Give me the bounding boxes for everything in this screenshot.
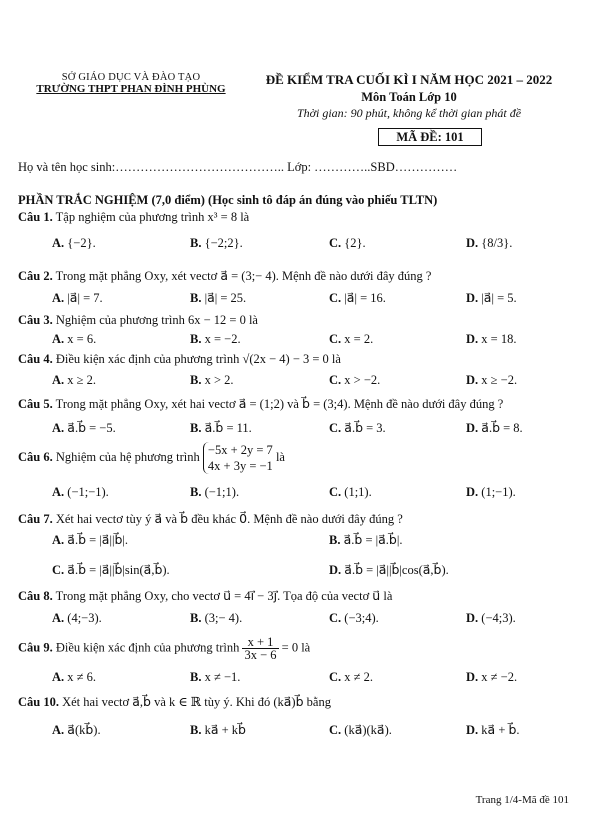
answer-b	[190, 373, 234, 388]
answer-a	[52, 332, 96, 347]
answer-c	[329, 332, 373, 347]
question-text: Điều kiện xác định của phương trình	[55, 640, 240, 655]
answer-letter: C.	[329, 611, 345, 625]
answer-letter: B.	[190, 485, 205, 499]
exam-time: Thời gian: 90 phút, không kể thời gian phát đề	[296, 106, 522, 120]
system-eq-1: −5x + 2y = 7	[207, 443, 273, 457]
answer-letter: C.	[329, 670, 345, 684]
answer-letter: D.	[466, 723, 482, 737]
header-left	[18, 72, 244, 95]
answer-letter: D.	[466, 236, 482, 250]
answer-text: |a⃗| = 7.	[67, 291, 103, 305]
answer-letter: D.	[466, 421, 482, 435]
system-eq-2: 4x + 3y = −1	[207, 459, 273, 473]
answer-text: a⃗.b⃗ = −5.	[67, 421, 116, 435]
answer-text: x > 2.	[204, 373, 234, 387]
answer-c	[329, 611, 379, 626]
equation-system	[203, 442, 273, 474]
answer-text: (3;− 4).	[204, 611, 243, 625]
answer-text: |a⃗| = 16.	[344, 291, 386, 305]
answer-letter: C.	[329, 723, 345, 737]
answer-letter: A.	[52, 373, 68, 387]
answer-a	[52, 485, 109, 500]
question-text: Trong mặt phẳng Oxy, xét vectơ a⃗ = (3;− 4). Mệnh đề nào dưới đây đúng ?	[55, 269, 432, 283]
answer-b	[190, 485, 239, 500]
answer-c	[329, 290, 386, 306]
question-10	[18, 694, 331, 710]
answer-letter: B.	[190, 611, 205, 625]
answer-c	[329, 722, 392, 738]
answer-letter: C.	[52, 563, 68, 577]
answer-text: (−1;1).	[204, 485, 240, 499]
answer-d	[466, 290, 517, 306]
answer-a	[52, 373, 96, 388]
answer-d	[466, 670, 517, 685]
answer-text: x ≥ −2.	[481, 373, 518, 387]
answer-text: a⃗.b⃗ = |a⃗||b⃗|sin(a⃗,b⃗).	[67, 563, 170, 577]
fraction	[242, 636, 278, 661]
question-text: Tập nghiệm của phương trình x³ = 8 là	[55, 210, 250, 224]
question-text: Xét hai vectơ tùy ý a⃗ và b⃗ đều khác 0⃗. Mệnh đề nào dưới đây đúng ?	[55, 512, 403, 526]
answer-letter: D.	[466, 373, 482, 387]
answer-d	[466, 722, 520, 738]
answer-a	[52, 532, 128, 548]
answer-letter: D.	[466, 670, 482, 684]
question-4	[18, 352, 341, 367]
answer-d	[466, 485, 516, 500]
subject: Môn Toán Lớp 10	[361, 90, 457, 104]
question-5	[18, 396, 503, 412]
question-9	[18, 636, 310, 661]
question-text-end: = 0 là	[281, 640, 311, 655]
page-footer: Trang 1/4-Mã đề 101	[475, 794, 569, 806]
answer-c	[52, 562, 170, 578]
answer-b	[190, 611, 242, 626]
answer-letter: C.	[329, 485, 345, 499]
answer-c	[329, 373, 380, 388]
answer-letter: A.	[52, 670, 68, 684]
answer-text: x ≠ 2.	[344, 670, 374, 684]
exam-code: MÃ ĐỀ: 101	[378, 128, 482, 146]
answer-text: a⃗.b⃗ = 8.	[481, 421, 523, 435]
answer-letter: C.	[329, 291, 345, 305]
answer-letter: A.	[52, 236, 68, 250]
answer-c	[329, 485, 372, 500]
answer-d	[466, 611, 516, 626]
question-label: Câu 1.	[18, 210, 53, 224]
answer-letter: A.	[52, 533, 68, 547]
question-label: Câu 2.	[18, 269, 53, 283]
section-title: PHẦN TRẮC NGHIỆM (7,0 điểm) (Học sinh tô đáp án đúng vào phiếu TLTN)	[18, 193, 438, 207]
question-label: Câu 10.	[18, 695, 59, 709]
answer-letter: A.	[52, 421, 68, 435]
answer-letter: D.	[466, 611, 482, 625]
answer-text: a⃗.b⃗ = |a⃗||b⃗|.	[67, 533, 129, 547]
answer-letter: D.	[466, 332, 482, 346]
question-label: Câu 5.	[18, 397, 53, 411]
answer-text: {8/3}.	[481, 236, 513, 250]
question-text: Xét hai vectơ a⃗,b⃗ và k ∈ ℝ tùy ý. Khi đó (ka⃗)b⃗ bằng	[62, 695, 331, 709]
question-text: Trong mặt phẳng Oxy, xét hai vectơ a⃗ = (1;2) và b⃗ = (3;4). Mệnh đề nào dưới đây đúng ?	[55, 397, 504, 411]
answer-b	[190, 670, 240, 685]
answer-b	[190, 722, 246, 738]
answer-text: (1;1).	[344, 485, 372, 499]
answer-text: |a⃗| = 5.	[481, 291, 517, 305]
question-label: Câu 3.	[18, 313, 53, 327]
answer-letter: B.	[190, 670, 205, 684]
answer-letter: D.	[466, 291, 482, 305]
answer-letter: B.	[190, 291, 205, 305]
answer-letter: C.	[329, 421, 345, 435]
answer-text: x ≠ −1.	[204, 670, 241, 684]
answer-letter: B.	[329, 533, 344, 547]
answer-letter: D.	[329, 563, 345, 577]
answer-letter: C.	[329, 236, 345, 250]
answer-text: (−4;3).	[481, 611, 516, 625]
question-2	[18, 268, 431, 284]
question-7	[18, 511, 403, 527]
answer-a	[52, 670, 96, 685]
answer-d	[466, 373, 517, 388]
school-name: TRƯỜNG THPT PHAN ĐÌNH PHÙNG	[36, 83, 226, 95]
answer-c	[329, 670, 373, 685]
answer-d	[329, 562, 449, 578]
answer-text: a⃗.b⃗ = 11.	[204, 421, 252, 435]
answer-letter: A.	[52, 332, 68, 346]
student-info-line: Họ và tên học sinh:………………………………….. Lớp: …………..SBD……………	[18, 160, 458, 174]
question-text: Điều kiện xác định của phương trình √(2x − 4) − 3 = 0 là	[55, 352, 341, 366]
answer-b	[190, 290, 246, 306]
answer-letter: A.	[52, 611, 68, 625]
answer-text: (−1;−1).	[67, 485, 109, 499]
question-6	[18, 442, 285, 474]
answer-c	[329, 420, 386, 436]
answer-letter: A.	[52, 485, 68, 499]
answer-b	[329, 532, 402, 548]
exam-title: ĐỀ KIỂM TRA CUỐI KÌ I NĂM HỌC 2021 – 2022	[265, 72, 553, 87]
question-label: Câu 6.	[18, 449, 53, 464]
question-text: Nghiệm của phương trình 6x − 12 = 0 là	[55, 313, 258, 327]
answer-text: x ≠ 6.	[67, 670, 97, 684]
answer-text: (ka⃗)(ka⃗).	[344, 723, 392, 737]
answer-text: {−2}.	[67, 236, 96, 250]
question-3	[18, 313, 258, 328]
question-label: Câu 7.	[18, 512, 53, 526]
answer-b	[190, 420, 252, 436]
answer-letter: A.	[52, 723, 68, 737]
answer-letter: C.	[329, 332, 345, 346]
answer-d	[466, 332, 516, 347]
answer-b	[190, 236, 243, 251]
answer-text: x > −2.	[344, 373, 381, 387]
answer-letter: B.	[190, 236, 205, 250]
answer-letter: B.	[190, 421, 205, 435]
answer-a	[52, 611, 102, 626]
answer-text: ka⃗ + kb⃗	[204, 723, 246, 737]
question-label: Câu 9.	[18, 640, 53, 655]
answer-text: (1;−1).	[481, 485, 516, 499]
answer-text: x ≠ −2.	[481, 670, 518, 684]
answer-text: a⃗.b⃗ = |a⃗.b⃗|.	[343, 533, 403, 547]
question-8	[18, 588, 392, 604]
answer-letter: B.	[190, 332, 205, 346]
answer-b	[190, 332, 241, 347]
answer-text: x = 2.	[344, 332, 374, 346]
answer-d	[466, 236, 512, 251]
answer-text: ka⃗ + b⃗.	[481, 723, 520, 737]
answer-c	[329, 236, 366, 251]
answer-text: |a⃗| = 25.	[204, 291, 247, 305]
answer-letter: C.	[329, 373, 345, 387]
answer-letter: A.	[52, 291, 68, 305]
answer-text: a⃗.b⃗ = |a⃗||b⃗|cos(a⃗,b⃗).	[344, 563, 449, 577]
question-1	[18, 210, 249, 225]
answer-a	[52, 290, 103, 306]
question-text: Nghiệm của hệ phương trình	[55, 449, 200, 464]
answer-text: a⃗(kb⃗).	[67, 723, 101, 737]
answer-letter: B.	[190, 723, 205, 737]
header-right	[244, 72, 574, 121]
answer-text: x = −2.	[204, 332, 241, 346]
answer-letter: B.	[190, 373, 205, 387]
answer-text: x = 18.	[481, 332, 517, 346]
fraction-numerator: x + 1	[242, 636, 278, 649]
answer-a	[52, 420, 116, 436]
answer-a	[52, 722, 101, 738]
answer-text: a⃗.b⃗ = 3.	[344, 421, 386, 435]
question-label: Câu 4.	[18, 352, 53, 366]
answer-text: {2}.	[344, 236, 366, 250]
answer-text: x = 6.	[67, 332, 97, 346]
answer-d	[466, 420, 523, 436]
answer-text: (4;−3).	[67, 611, 102, 625]
answer-letter: D.	[466, 485, 482, 499]
question-text-end: là	[275, 449, 285, 464]
department-name: SỞ GIÁO DỤC VÀ ĐÀO TẠO	[61, 72, 201, 83]
answer-text: x ≥ 2.	[67, 373, 97, 387]
question-label: Câu 8.	[18, 589, 53, 603]
question-text: Trong mặt phẳng Oxy, cho vectơ u⃗ = 4i⃗ − 3j⃗. Tọa độ của vectơ u⃗ là	[55, 589, 393, 603]
answer-text: (−3;4).	[344, 611, 379, 625]
answer-text: {−2;2}.	[204, 236, 243, 250]
fraction-denominator: 3x − 6	[244, 648, 277, 662]
answer-a	[52, 236, 96, 251]
